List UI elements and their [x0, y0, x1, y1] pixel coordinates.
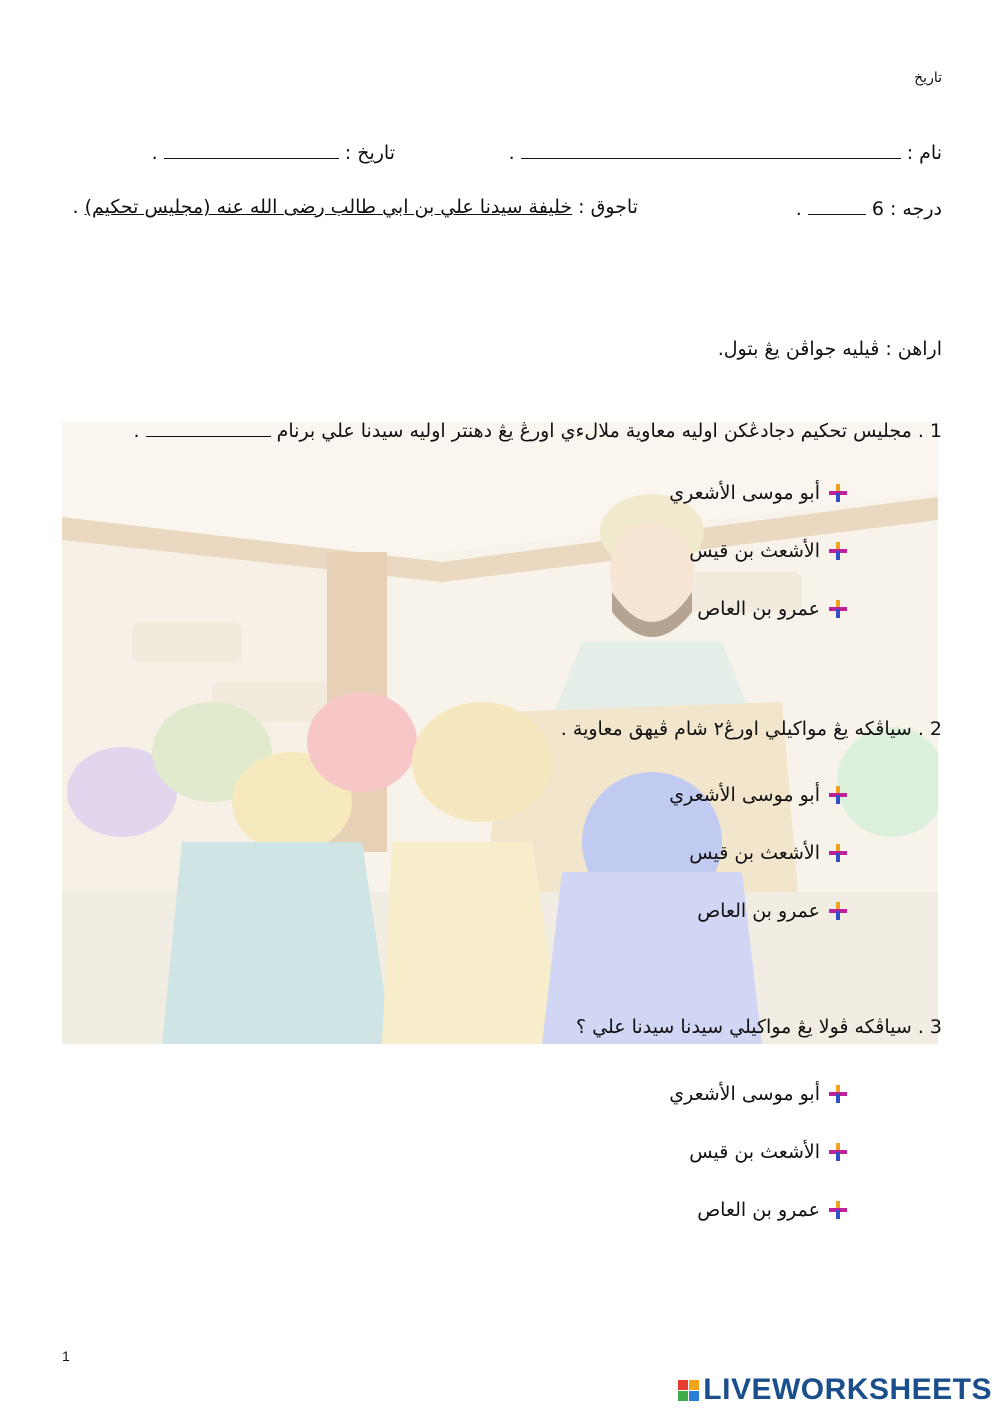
topic-label: تاجوق : [578, 196, 638, 218]
grade-end-dot: . [795, 198, 802, 220]
question-2-number: 2 . [917, 718, 942, 740]
topic-end-dot: . [72, 196, 79, 218]
date-label: تاريخ : [344, 142, 395, 164]
question-1-end-dot: . [133, 420, 140, 442]
question-1 [133, 418, 942, 442]
plus-bullet-icon [828, 483, 848, 503]
grade-input-line[interactable] [808, 196, 866, 215]
grade-label: درجه : 6 [871, 198, 942, 220]
plus-bullet-icon [828, 1200, 848, 1220]
q3-option-c-text: عمرو بن العاص [697, 1199, 820, 1221]
question-3-number: 3 . [917, 1016, 942, 1038]
question-1-text: مجليس تحكيم دجادڠكن اوليه معاوية ملالءي اورڠ يڠ دهنتر اوليه سيدنا علي برنام [276, 420, 912, 442]
plus-bullet-icon [828, 599, 848, 619]
question-2-options [669, 784, 848, 922]
date-field-row [152, 140, 395, 164]
logo-tiles-icon [678, 1380, 699, 1401]
question-3 [576, 1016, 942, 1038]
instruction-text: اراهن : ڤيليه جواڤن يڠ بتول. [717, 338, 942, 360]
q3-option-b-text: الأشعث بن قيس [689, 1141, 820, 1163]
q3-option-a[interactable] [669, 1083, 848, 1105]
question-1-options [669, 482, 848, 620]
plus-bullet-icon [828, 1142, 848, 1162]
question-2 [561, 718, 942, 740]
q2-option-b[interactable] [669, 842, 848, 864]
q2-option-c-text: عمرو بن العاص [697, 900, 820, 922]
date-input-line[interactable] [164, 140, 339, 159]
q1-option-c[interactable] [669, 598, 848, 620]
name-field-row [509, 140, 942, 164]
q1-option-a[interactable] [669, 482, 848, 504]
date-end-dot: . [151, 142, 158, 164]
topic-row [73, 196, 639, 218]
grade-field-row [796, 196, 942, 220]
q2-option-a-text: أبو موسى الأشعري [669, 784, 820, 806]
plus-bullet-icon [828, 843, 848, 863]
name-end-dot: . [508, 142, 515, 164]
q1-option-c-text: عمرو بن العاص [697, 598, 820, 620]
q3-option-a-text: أبو موسى الأشعري [669, 1083, 820, 1105]
name-input-line[interactable] [521, 140, 901, 159]
q3-option-c[interactable] [669, 1199, 848, 1221]
plus-bullet-icon [828, 1084, 848, 1104]
q2-option-c[interactable] [669, 900, 848, 922]
plus-bullet-icon [828, 541, 848, 561]
name-label: نام : [906, 142, 942, 164]
corner-date-label: تاريخ [914, 70, 942, 86]
question-1-number: 1 . [917, 420, 942, 442]
q3-option-b[interactable] [669, 1141, 848, 1163]
q1-option-b[interactable] [669, 540, 848, 562]
question-2-text: سياڤكه يڠ مواكيلي اورڠ٢ شام ڤيهق معاوية . [560, 718, 912, 740]
q1-option-a-text: أبو موسى الأشعري [669, 482, 820, 504]
q1-option-b-text: الأشعث بن قيس [689, 540, 820, 562]
q2-option-a[interactable] [669, 784, 848, 806]
question-3-options [669, 1083, 848, 1221]
page-number: 1 [62, 1348, 70, 1364]
question-1-answer-line[interactable] [146, 418, 271, 437]
plus-bullet-icon [828, 785, 848, 805]
brand-name: LIVEWORKSHEETS [703, 1373, 992, 1406]
q2-option-b-text: الأشعث بن قيس [689, 842, 820, 864]
topic-value: خليفة سيدنا علي بن ابي طالب رضى الله عنه (مجليس تحكيم) [84, 196, 573, 218]
plus-bullet-icon [828, 901, 848, 921]
liveworksheets-logo [678, 1373, 992, 1407]
question-3-text: سياڤكه ڤولا يڠ مواكيلي سيدنا سيدنا علي ؟ [576, 1016, 912, 1038]
